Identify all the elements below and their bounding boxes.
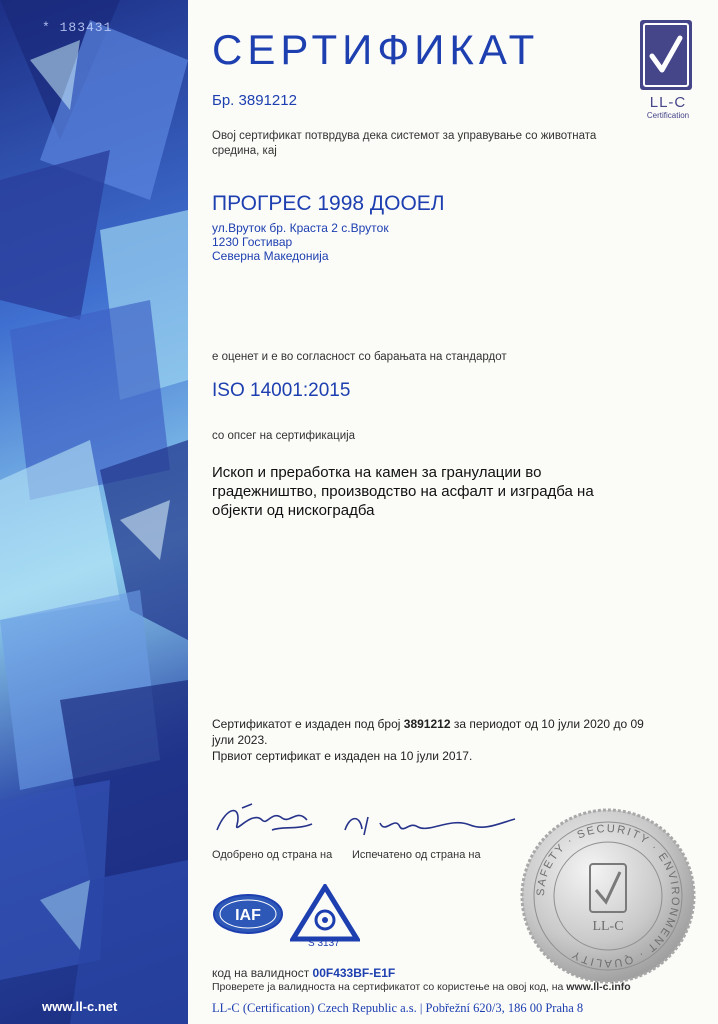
verify-text: Проверете ја валидноста на сертификатот со користење на овој код, на [212,981,567,993]
logo-subtitle: Certification [646,111,690,120]
company-address [212,221,389,263]
issue-text-part2: за периодот од 10 јули 2020 до 09 јули 2023. [212,717,644,747]
issue-number: 3891212 [403,717,451,731]
certificate-number: Бр. 3891212 [212,92,297,109]
certificate-title: СЕРТИФИКАТ [212,26,540,73]
intro-text: Овој сертификат потврдува дека системот за управување со животната средина, кај [212,130,597,157]
issue-text-part1: Сертификатот е издаден под број [212,717,404,731]
address-line: ул.Врутoк бр. Краста 2 с.Врутoк [212,221,389,235]
svg-text:SAFETY · SECURITY · ENVIRONMEN: SAFETY · SECURITY · ENVIRONMENT · QUALITY [534,822,682,970]
verify-line [212,981,631,993]
validity-code: 00F433BF-E1F [312,966,396,980]
printed-label: Испечатено од страна на [352,849,481,861]
validity-label: код на валидност [212,966,313,980]
issue-statement [212,716,662,764]
logo-brand: LL-C [649,94,687,111]
accreditation-triangle-mark [290,884,360,942]
standard-name: ISO 14001:2015 [212,380,351,401]
llc-logo [640,20,696,130]
checkmark-icon [640,20,692,90]
accreditation-code: S 3137 [308,938,340,949]
serial-number: * 183431 [42,20,113,35]
svg-text:IAF: IAF [235,907,261,924]
footer-address: LL-C (Certification) Czech Republic a.s. | Pobřežní 620/3, 186 00 Praha 8 [212,1001,584,1015]
scope-label: со опсег на сертификација [212,430,356,442]
verify-site-link[interactable]: www.ll-c.info [566,981,631,993]
address-line: Северна Македонија [212,249,329,263]
approver-signature [212,800,322,845]
iaf-mark [212,893,284,935]
address-line: 1230 Гостивар [212,235,293,249]
validity-line [212,966,395,980]
approved-label: Одобрено од страна на [212,849,333,861]
embossed-seal [518,806,698,986]
svg-text:LL-C: LL-C [592,919,624,934]
printer-signature [340,805,520,845]
assessed-text: е оценет и е во согласност со барањата на стандардот [212,351,507,363]
first-issue-text: Првиот сертификат е издаден на 10 јули 2017. [212,749,473,763]
company-name: ПРОГРЕС 1998 ДООЕЛ [212,192,445,215]
scope-text: Ископ и преработка на камен за гранулации во градежништво, производство на асфалт и изградба на објекти од нискоградба [212,464,594,519]
crystal-pattern [0,0,188,1024]
decorative-side-band [0,0,188,1024]
website-label: www.ll-c.net [42,999,118,1014]
